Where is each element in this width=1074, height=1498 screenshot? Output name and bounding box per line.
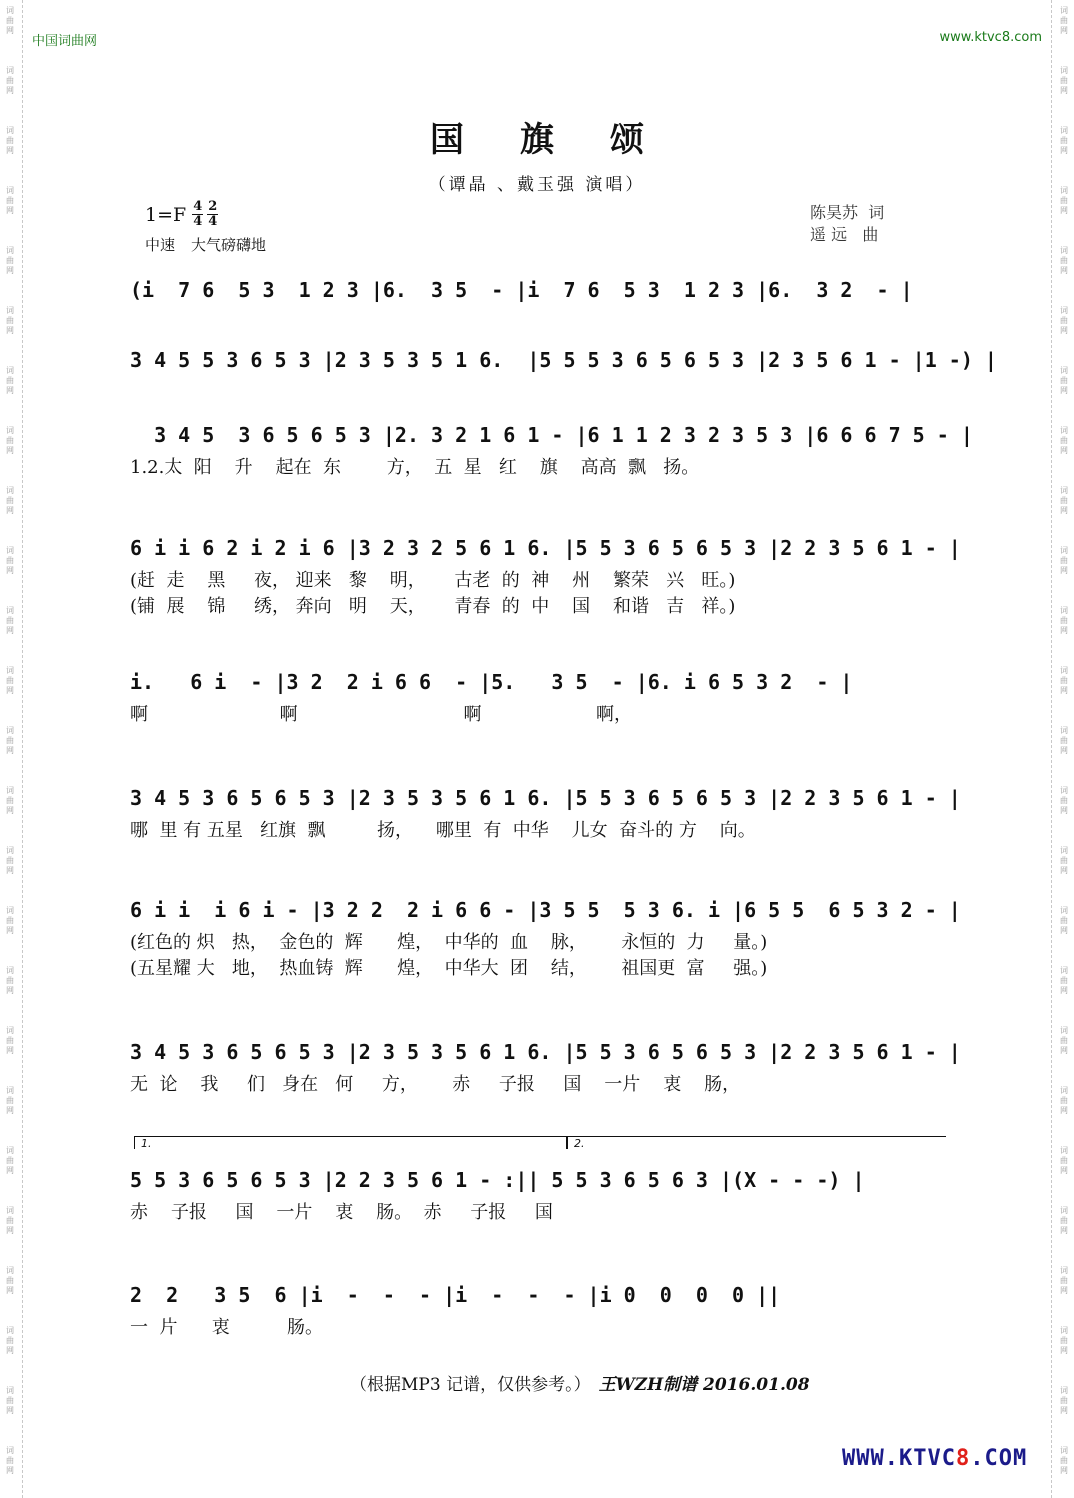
side-watermark-tag: 词曲网 (6, 486, 14, 515)
key-label: 1=F (145, 203, 187, 226)
side-watermark-tag: 词曲网 (6, 546, 14, 575)
side-watermark-tag: 词曲网 (1060, 486, 1068, 515)
credits (810, 202, 884, 246)
side-watermark-tag: 词曲网 (6, 846, 14, 875)
score-system (130, 778, 961, 844)
notation-line: 5 5 3 6 5 6 5 3 |2 2 3 5 6 1 - :|| 5 5 3 6 5 6 3 |(X - - -) | (130, 1168, 865, 1192)
side-watermark-tag: 词曲网 (6, 786, 14, 815)
site-url-header[interactable]: www.ktvc8.com (939, 30, 1042, 45)
side-watermark-tag: 词曲网 (6, 1446, 14, 1475)
notation-line: 3 4 5 3 6 5 6 5 3 |2 3 5 3 5 6 1 6. |5 5 3 6 5 6 5 3 |2 2 3 5 6 1 - | (130, 786, 961, 810)
side-watermark-tag: 词曲网 (1060, 6, 1068, 35)
right-margin-watermark (1051, 0, 1074, 1498)
lyricist-credit: 陈昊苏 词 (810, 203, 885, 222)
side-watermark-tag: 词曲网 (1060, 1266, 1068, 1295)
side-watermark-tag: 词曲网 (6, 186, 14, 215)
side-watermark-tag: 词曲网 (6, 126, 14, 155)
first-ending-bracket: 1. (134, 1136, 567, 1149)
second-ending-bracket: 2. (567, 1136, 946, 1149)
side-watermark-tag: 词曲网 (6, 366, 14, 395)
time-signature-2-4: $\frac{2}{4}$ (208, 199, 218, 229)
score-system (130, 1275, 950, 1341)
score-system (130, 528, 961, 620)
time-signature-4-4: $\frac{4}{4}$ (193, 199, 203, 229)
key-signature (145, 200, 218, 229)
side-watermark-tag: 词曲网 (6, 666, 14, 695)
side-watermark-tag: 词曲网 (1060, 366, 1068, 395)
side-watermark-tag: 词曲网 (6, 1266, 14, 1295)
lyric-line: (红色的 炽 热， 金色的 辉 煌， 中华的 血 脉， 永恒的 力 量。) (130, 932, 768, 953)
side-watermark-tag: 词曲网 (6, 606, 14, 635)
side-watermark-tag: 词曲网 (1060, 306, 1068, 335)
time-signatures (192, 200, 218, 229)
side-watermark-tag: 词曲网 (1060, 1386, 1068, 1415)
side-watermark-tag: 词曲网 (6, 966, 14, 995)
notation-line: i. 6 i - |3 2 2 i 6 6 - |5. 3 5 - |6. i 6 5 3 2 - | (130, 670, 853, 694)
lyric-line: 赤 子报 国 一片 衷 肠。 赤 子报 国 (130, 1202, 553, 1223)
side-watermark-tag: 词曲网 (1060, 1026, 1068, 1055)
tempo-speed: 中速 (145, 236, 176, 254)
side-watermark-tag: 词曲网 (6, 1086, 14, 1115)
score-system (130, 890, 961, 982)
side-watermark-tag: 词曲网 (1060, 66, 1068, 95)
tempo-marking (145, 234, 282, 255)
side-watermark-tag: 词曲网 (1060, 1206, 1068, 1235)
side-watermark-tag: 词曲网 (1060, 126, 1068, 155)
score-system (130, 340, 997, 380)
notation-line: 3 4 5 3 6 5 6 5 3 |2 3 5 3 5 6 1 6. |5 5 3 6 5 6 5 3 |2 2 3 5 6 1 - | (130, 1040, 961, 1064)
score-system (130, 1160, 950, 1226)
performers: （谭晶 、戴玉强 演唱） (428, 175, 646, 195)
lyric-line: 哪 里 有 五星 红旗 飘 扬， 哪里 有 中华 儿女 奋斗的 方 向。 (130, 820, 756, 841)
song-title: 国旗颂 (430, 120, 700, 160)
side-watermark-tag: 词曲网 (1060, 426, 1068, 455)
side-watermark-tag: 词曲网 (6, 66, 14, 95)
side-watermark-tag: 词曲网 (6, 426, 14, 455)
lyric-line: 1.2.太 阳 升 起在 东 方， 五 星 红 旗 高高 飘 扬。 (130, 457, 700, 478)
score-system (130, 415, 973, 481)
side-watermark-tag: 词曲网 (6, 1206, 14, 1235)
lyric-line: (赶 走 黑 夜， 迎来 黎 明， 古老 的 神 州 繁荣 兴 旺。) (130, 570, 736, 591)
transcriber-signature: 王WZH制谱 2016.01.08 (598, 1375, 810, 1395)
transcription-note: （根据MP3 记谱，仅供参考。） 王WZH制谱 2016.01.08 (350, 1375, 810, 1395)
lyric-line: 无 论 我 们 身在 何 方， 赤 子报 国 一片 衷 肠， (130, 1074, 741, 1095)
lyric-line: (铺 展 锦 绣， 奔向 明 天， 青春 的 中 国 和谐 吉 祥。) (130, 596, 736, 617)
volta-brackets (134, 1136, 939, 1150)
site-logo[interactable]: WWW.KTVC8.COM (842, 1446, 1028, 1471)
side-watermark-tag: 词曲网 (6, 246, 14, 275)
side-watermark-tag: 词曲网 (1060, 666, 1068, 695)
side-watermark-tag: 词曲网 (6, 6, 14, 35)
side-watermark-tag: 词曲网 (1060, 546, 1068, 575)
side-watermark-tag: 词曲网 (6, 1146, 14, 1175)
side-watermark-tag: 词曲网 (6, 726, 14, 755)
side-watermark-tag: 词曲网 (6, 306, 14, 335)
side-watermark-tag: 词曲网 (1060, 1146, 1068, 1175)
notation-line: 6 i i 6 2 i 2 i 6 |3 2 3 2 5 6 1 6. |5 5 3 6 5 6 5 3 |2 2 3 5 6 1 - | (130, 536, 961, 560)
side-watermark-tag: 词曲网 (6, 1386, 14, 1415)
side-watermark-tag: 词曲网 (1060, 906, 1068, 935)
side-watermark-tag: 词曲网 (6, 1026, 14, 1055)
side-watermark-tag: 词曲网 (1060, 1086, 1068, 1115)
lyric-line: (五星耀 大 地， 热血铸 辉 煌， 中华大 团 结， 祖国更 富 强。) (130, 958, 768, 979)
side-watermark-tag: 词曲网 (6, 1326, 14, 1355)
notation-line: 3 4 5 5 3 6 5 3 |2 3 5 3 5 1 6. |5 5 5 3 6 5 6 5 3 |2 3 5 6 1 - |1 -) | (130, 348, 997, 372)
score-system (130, 662, 950, 728)
side-watermark-tag: 词曲网 (1060, 1446, 1068, 1475)
side-watermark-tag: 词曲网 (1060, 726, 1068, 755)
side-watermark-tag: 词曲网 (1060, 606, 1068, 635)
side-watermark-tag: 词曲网 (1060, 186, 1068, 215)
notation-line: 3 4 5 3 6 5 6 5 3 |2. 3 2 1 6 1 - |6 1 1 2 3 2 3 5 3 |6 6 6 7 5 - | (130, 423, 973, 447)
tempo-expression: 大气磅礴地 (191, 236, 267, 254)
site-name-header[interactable]: 中国词曲网 (32, 34, 98, 49)
side-watermark-tag: 词曲网 (6, 906, 14, 935)
score-system (130, 1032, 961, 1098)
side-watermark-tag: 词曲网 (1060, 246, 1068, 275)
notation-line: (i 7 6 5 3 1 2 3 |6. 3 5 - |i 7 6 5 3 1 2 3 |6. 3 2 - | (130, 278, 913, 302)
side-watermark-tag: 词曲网 (1060, 1326, 1068, 1355)
side-watermark-tag: 词曲网 (1060, 966, 1068, 995)
notation-line: 6 i i i 6 i - |3 2 2 2 i 6 6 - |3 5 5 5 3 6. i |6 5 5 6 5 3 2 - | (130, 898, 961, 922)
side-watermark-tag: 词曲网 (1060, 846, 1068, 875)
score-system (130, 270, 950, 310)
side-watermark-tag: 词曲网 (1060, 786, 1068, 815)
lyric-line: 啊 啊 啊 啊， (130, 704, 632, 725)
left-margin-watermark (0, 0, 23, 1498)
notation-line: 2 2 3 5 6 |i - - - |i - - - |i 0 0 0 0 || (130, 1283, 781, 1307)
lyric-line: 一 片 衷 肠。 (130, 1317, 323, 1338)
composer-credit: 遥 远 曲 (810, 225, 879, 244)
